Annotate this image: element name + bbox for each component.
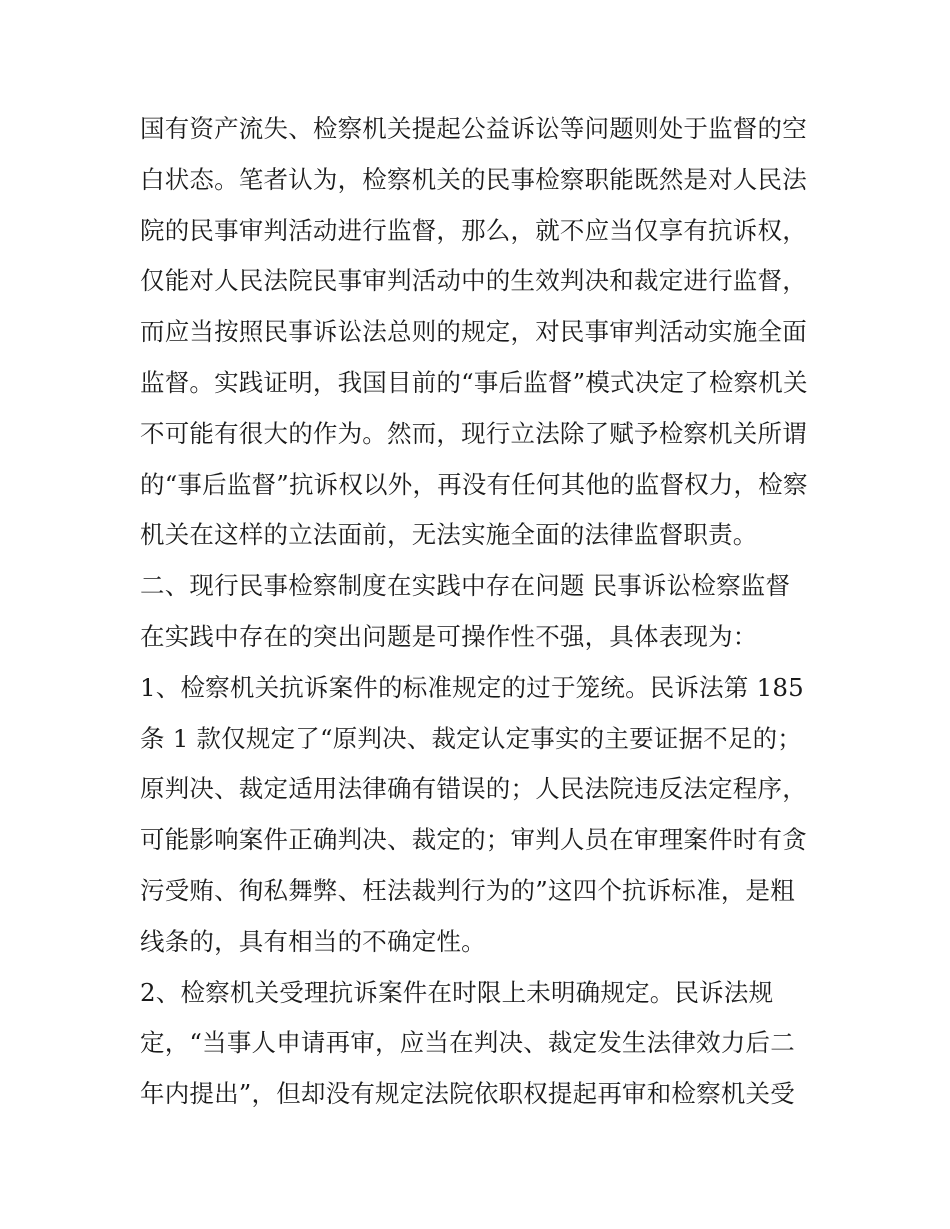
text-line: 白状态。笔者认为，检察机关的民事检察职能既然是对人民法 <box>140 164 807 194</box>
text-line: 线条的，具有相当的不确定性。 <box>140 926 486 956</box>
body-text <box>140 104 820 1120</box>
section-heading-line: 二、现行民事检察制度在实践中存在问题 民事诉讼检察监督 <box>140 571 791 601</box>
text-line: 国有资产流失、检察机关提起公益诉讼等问题则处于监督的空 <box>140 114 807 143</box>
text-line: 年内提出”，但却没有规定法院依职权提起再审和检察机关受 <box>140 1079 795 1109</box>
text-line: 不可能有很大的作为。然而，现行立法除了赋予检察机关所谓 <box>140 418 807 448</box>
text-line: 污受贿、徇私舞弊、枉法裁判行为的”这四个抗诉标准，是粗 <box>140 875 795 905</box>
text-line: 院的民事审判活动进行监督，那么，就不应当仅享有抗诉权， <box>140 215 807 245</box>
text-line: 在实践中存在的突出问题是可操作性不强，具体表现为： <box>140 621 758 651</box>
list-item-1-line: 1、检察机关抗诉案件的标准规定的过于笼统。民诉法第 185 <box>140 672 804 702</box>
text-line: 可能影响案件正确判决、裁定的；审判人员在审理案件时有贪 <box>140 825 807 855</box>
list-item-2-line: 2、检察机关受理抗诉案件在时限上未明确规定。民诉法规 <box>140 977 774 1007</box>
text-line: 监督。实践证明，我国目前的“事后监督”模式决定了检察机关 <box>140 367 808 397</box>
text-line: 而应当按照民事诉讼法总则的规定，对民事审判活动实施全面 <box>140 317 807 347</box>
text-line: 原判决、裁定适用法律确有错误的；人民法院违反法定程序， <box>140 774 807 804</box>
text-line: 条 1 款仅规定了“原判决、裁定认定事实的主要证据不足的； <box>140 723 802 753</box>
text-line: 的“事后监督”抗诉权以外，再没有任何其他的监督权力，检察 <box>140 469 808 499</box>
text-line: 机关在这样的立法面前，无法实施全面的法律监督职责。 <box>140 520 758 550</box>
text-line: 仅能对人民法院民事审判活动中的生效判决和裁定进行监督， <box>140 266 807 296</box>
text-line: 定，“当事人申请再审，应当在判决、裁定发生法律效力后二 <box>140 1028 795 1058</box>
